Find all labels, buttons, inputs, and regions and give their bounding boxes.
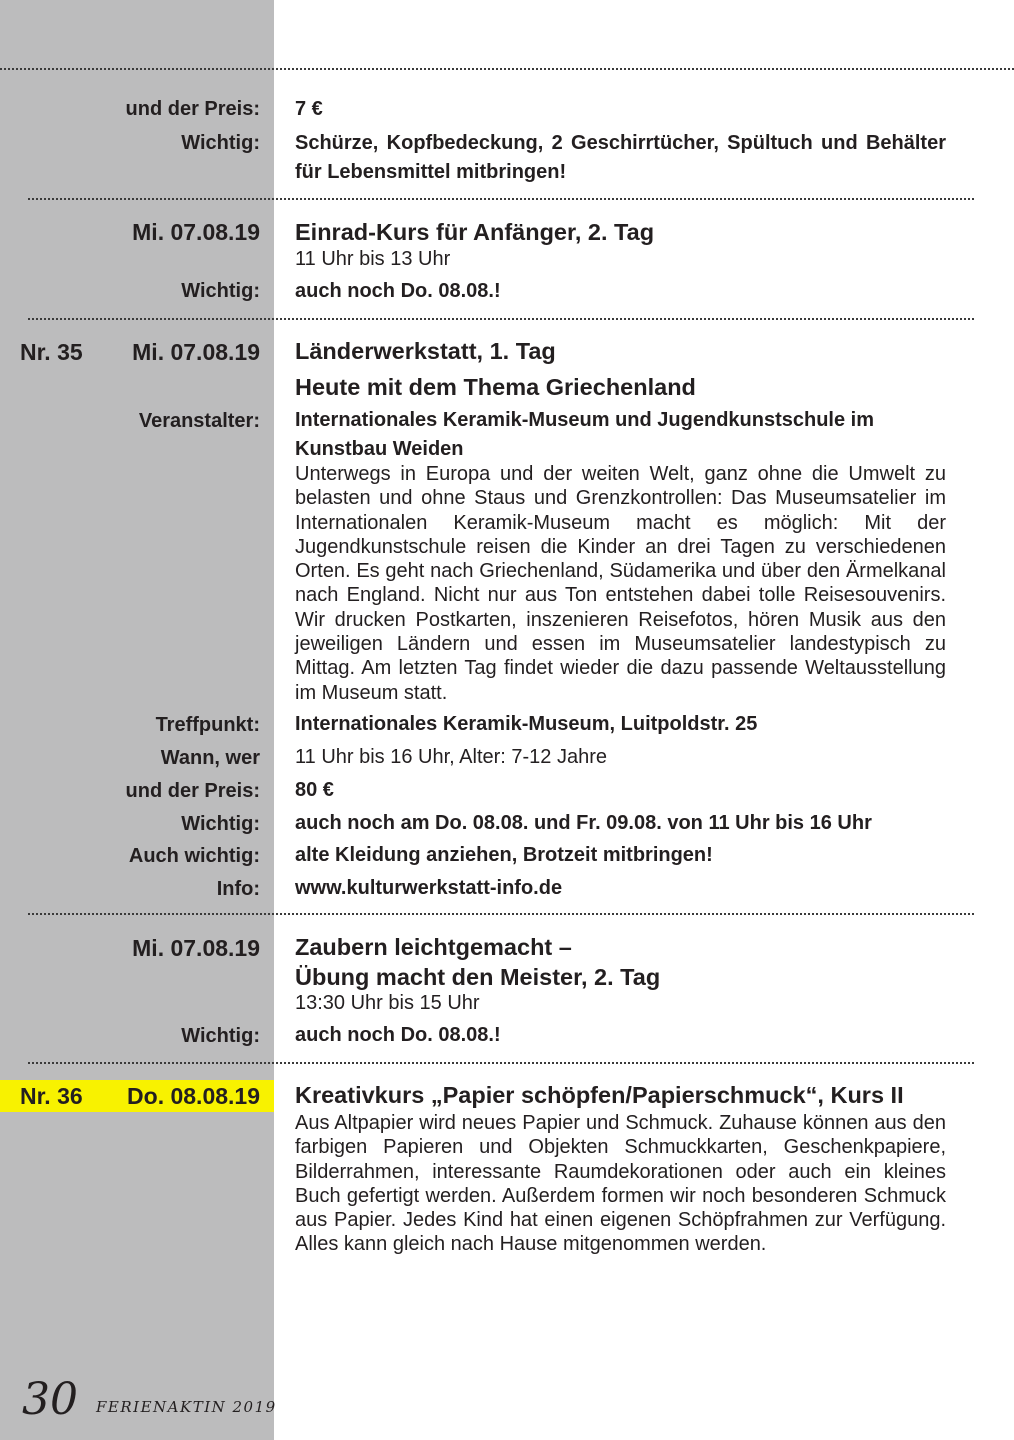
price-label: und der Preis: <box>125 780 260 802</box>
wann-label: Wann, wer <box>160 747 260 769</box>
event-time: 11 Uhr bis 13 Uhr <box>295 248 451 270</box>
wichtig-label: Wichtig: <box>181 1025 260 1047</box>
event-date: Mi. 07.08.19 <box>132 219 260 245</box>
wichtig-label: Wichtig: <box>181 813 260 835</box>
event-title-line1: Zaubern leichtgemacht – <box>295 934 572 960</box>
event-title-line2: Übung macht den Meister, 2. Tag <box>295 964 661 990</box>
event-description: Aus Altpapier wird neues Papier und Schmuck. Zuhause können aus den farbigen Papieren und Objekten Schmuckkarten, Geschenkpapiere, Bilderrahmen, interessante Raumdekorationen oder auch ein kleines Buch gefertigt werden. Außerdem formen wir noch besonderen Schmuck aus Papier. Jedes Kind hat einen eigenen Schöpfrahmen zur Verfügung. Alles kann gleich nach Hause mitgenommen werden. <box>295 1112 946 1256</box>
wichtig-value: auch noch am Do. 08.08. und Fr. 09.08. von 11 Uhr bis 16 Uhr <box>295 812 872 834</box>
event-subtitle: Heute mit dem Thema Griechenland <box>295 374 696 400</box>
treffpunkt-value: Internationales Keramik-Museum, Luitpoldstr. 25 <box>295 713 758 735</box>
separator <box>28 913 974 915</box>
treffpunkt-label: Treffpunkt: <box>155 714 260 736</box>
veranstalter-label: Veranstalter: <box>138 410 260 432</box>
event-number: Nr. 35 <box>20 339 83 365</box>
wichtig-label: Wichtig: <box>181 132 260 154</box>
event-number: Nr. 36 <box>20 1083 83 1109</box>
event-time: 13:30 Uhr bis 15 Uhr <box>295 992 480 1014</box>
info-label: Info: <box>216 878 260 900</box>
event-title: Kreativkurs „Papier schöpfen/Papierschmuck“, Kurs II <box>295 1082 904 1108</box>
separator <box>28 318 974 320</box>
separator-top <box>0 68 1014 70</box>
separator <box>28 198 974 200</box>
wichtig-label: Wichtig: <box>181 280 260 302</box>
wichtig-value: auch noch Do. 08.08.! <box>295 1024 501 1046</box>
event-description: Unterwegs in Europa und der weiten Welt, ganz ohne die Umwelt zu belasten und ohne Staus und Grenzkontrollen: Das Museumsatelier im Internationalen Keramik-Museum macht es möglich: Mit der Jugendkunstschule reisen die Kinder an drei Tagen zu verschiedenen Orten. Es geht nach Griechenland, Südamerika und über den Ärmelkanal nach England. Nicht nur aus Ton entstehen dabei tolle Reisesouvenirs. Wir drucken Postkarten, inszenieren Reisefotos, hören Musik aus den jeweiligen Ländern und essen im Museumsatelier landestypisch zu Mittag. Am letzten Tag findet wieder die dazu passende Weltausstellung im Museum statt. <box>295 463 946 704</box>
price-value: 80 € <box>295 779 334 801</box>
publication-title: FERIENAKTIN 2019 <box>96 1398 277 1416</box>
event-date: Do. 08.08.19 <box>127 1083 260 1109</box>
page-number: 30 <box>22 1374 78 1425</box>
event-date: Mi. 07.08.19 <box>132 339 260 365</box>
event-title: Länderwerkstatt, 1. Tag <box>295 338 556 364</box>
price-value: 7 € <box>295 98 323 120</box>
separator <box>28 1062 974 1064</box>
auch-wichtig-label: Auch wichtig: <box>128 845 260 867</box>
wichtig-value: Schürze, Kopfbedeckung, 2 Geschirrtücher, Spültuch und Behälter für Lebensmittel mitbringen! <box>295 132 946 183</box>
event-title: Einrad-Kurs für Anfänger, 2. Tag <box>295 219 655 245</box>
auch-wichtig-value: alte Kleidung anziehen, Brotzeit mitbringen! <box>295 844 713 866</box>
veranstalter-value: Internationales Keramik-Museum und Jugendkunstschule im Kunstbau Weiden <box>295 409 875 460</box>
wann-value: 11 Uhr bis 16 Uhr, Alter: 7-12 Jahre <box>295 746 608 768</box>
event-date: Mi. 07.08.19 <box>132 935 260 961</box>
price-label: und der Preis: <box>125 98 260 120</box>
info-link[interactable]: www.kulturwerkstatt-info.de <box>295 877 563 899</box>
wichtig-value: auch noch Do. 08.08.! <box>295 280 501 302</box>
